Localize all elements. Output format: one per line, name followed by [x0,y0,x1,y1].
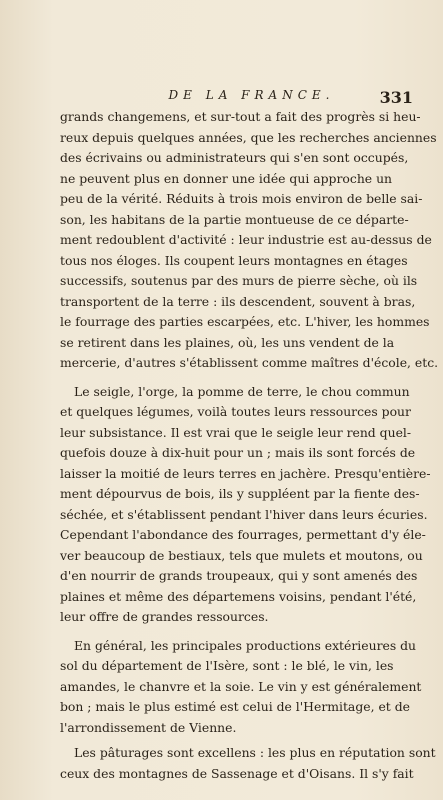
text-line: mercerie, d'autres s'établissent comme maîtres d'école, etc. [60,355,439,370]
text-line: et quelques légumes, voilà toutes leurs ressources pour [60,404,411,419]
text-line: laisser la moitié de leurs terres en jachère. Presqu'entière- [60,465,431,481]
text-line: ceux des montagnes de Sassenage et d'Oisans. Il s'y fait [60,765,414,781]
text-line: En général, les principales productions extérieures du [74,637,417,653]
text-line: le fourrage des parties escarpées, etc. L'hiver, les hommes [60,314,430,329]
text-line: séchée, et s'établissent pendant l'hiver dans leurs écuries. [60,506,428,522]
paragraph [60,382,431,628]
text-line: des écrivains ou administrateurs qui s'en sont occupés, [60,150,409,165]
text-line: leur offre de grandes ressources. [60,609,269,624]
text-line: tous nos éloges. Ils coupent leurs montagnes en étages [60,252,408,268]
text-line: reux depuis quelques années, que les recherches anciennes [60,129,437,145]
running-head [60,88,413,107]
body-text [60,107,439,784]
page-number: 331 [379,88,413,107]
text-line: d'en nourrir de grands troupeaux, qui y sont amenés des [60,568,418,583]
text-line: Le seigle, l'orge, la pomme de terre, le chou commun [74,383,410,399]
text-line: Cependant l'abondance des fourrages, permettant d'y éle- [60,527,426,542]
text-line: transportent de la terre : ils descendent, souvent à bras, [60,293,416,309]
text-line: ne peuvent plus en donner une idée qui approche un [60,170,393,186]
text-line: amandes, le chanvre et la soie. Le vin y est généralement [60,678,422,694]
paragraph [60,636,422,739]
text-line: leur subsistance. Il est vrai que le seigle leur rend quel- [60,424,412,440]
paragraph [60,107,439,374]
running-title: DE LA FRANCE. [168,88,335,102]
text-line: ver beaucoup de bestiaux, tels que mulets et moutons, ou [60,547,423,563]
text-line: son, les habitans de la partie montueuse de ce départe- [60,211,409,227]
paragraph [60,743,436,784]
text-line: bon ; mais le plus estimé est celui de l'Hermitage, et de [60,699,410,714]
text-line: quefois douze à dix-huit pour un ; mais ils sont forcés de [60,445,416,460]
text-line: grands changemens, et sur-tout a fait des progrès si heu- [60,109,421,124]
text-line: ment redoublent d'activité : leur industrie est au-dessus de [60,232,432,247]
text-line: ment dépourvus de bois, ils y suppléent par la fiente des- [60,486,420,501]
text-line: plaines et même des départemens voisins, pendant l'été, [60,588,417,604]
text-line: sol du département de l'Isère, sont : le blé, le vin, les [60,658,394,673]
text-line: Les pâturages sont excellens : les plus en réputation sont [74,745,436,760]
text-line: successifs, soutenus par des murs de pierre sèche, où ils [60,273,418,288]
text-line: se retirent dans les plaines, où, les uns vendent de la [60,334,395,350]
text-line: peu de la vérité. Réduits à trois mois environ de belle sai- [60,191,423,206]
text-line: l'arrondissement de Vienne. [60,719,237,735]
